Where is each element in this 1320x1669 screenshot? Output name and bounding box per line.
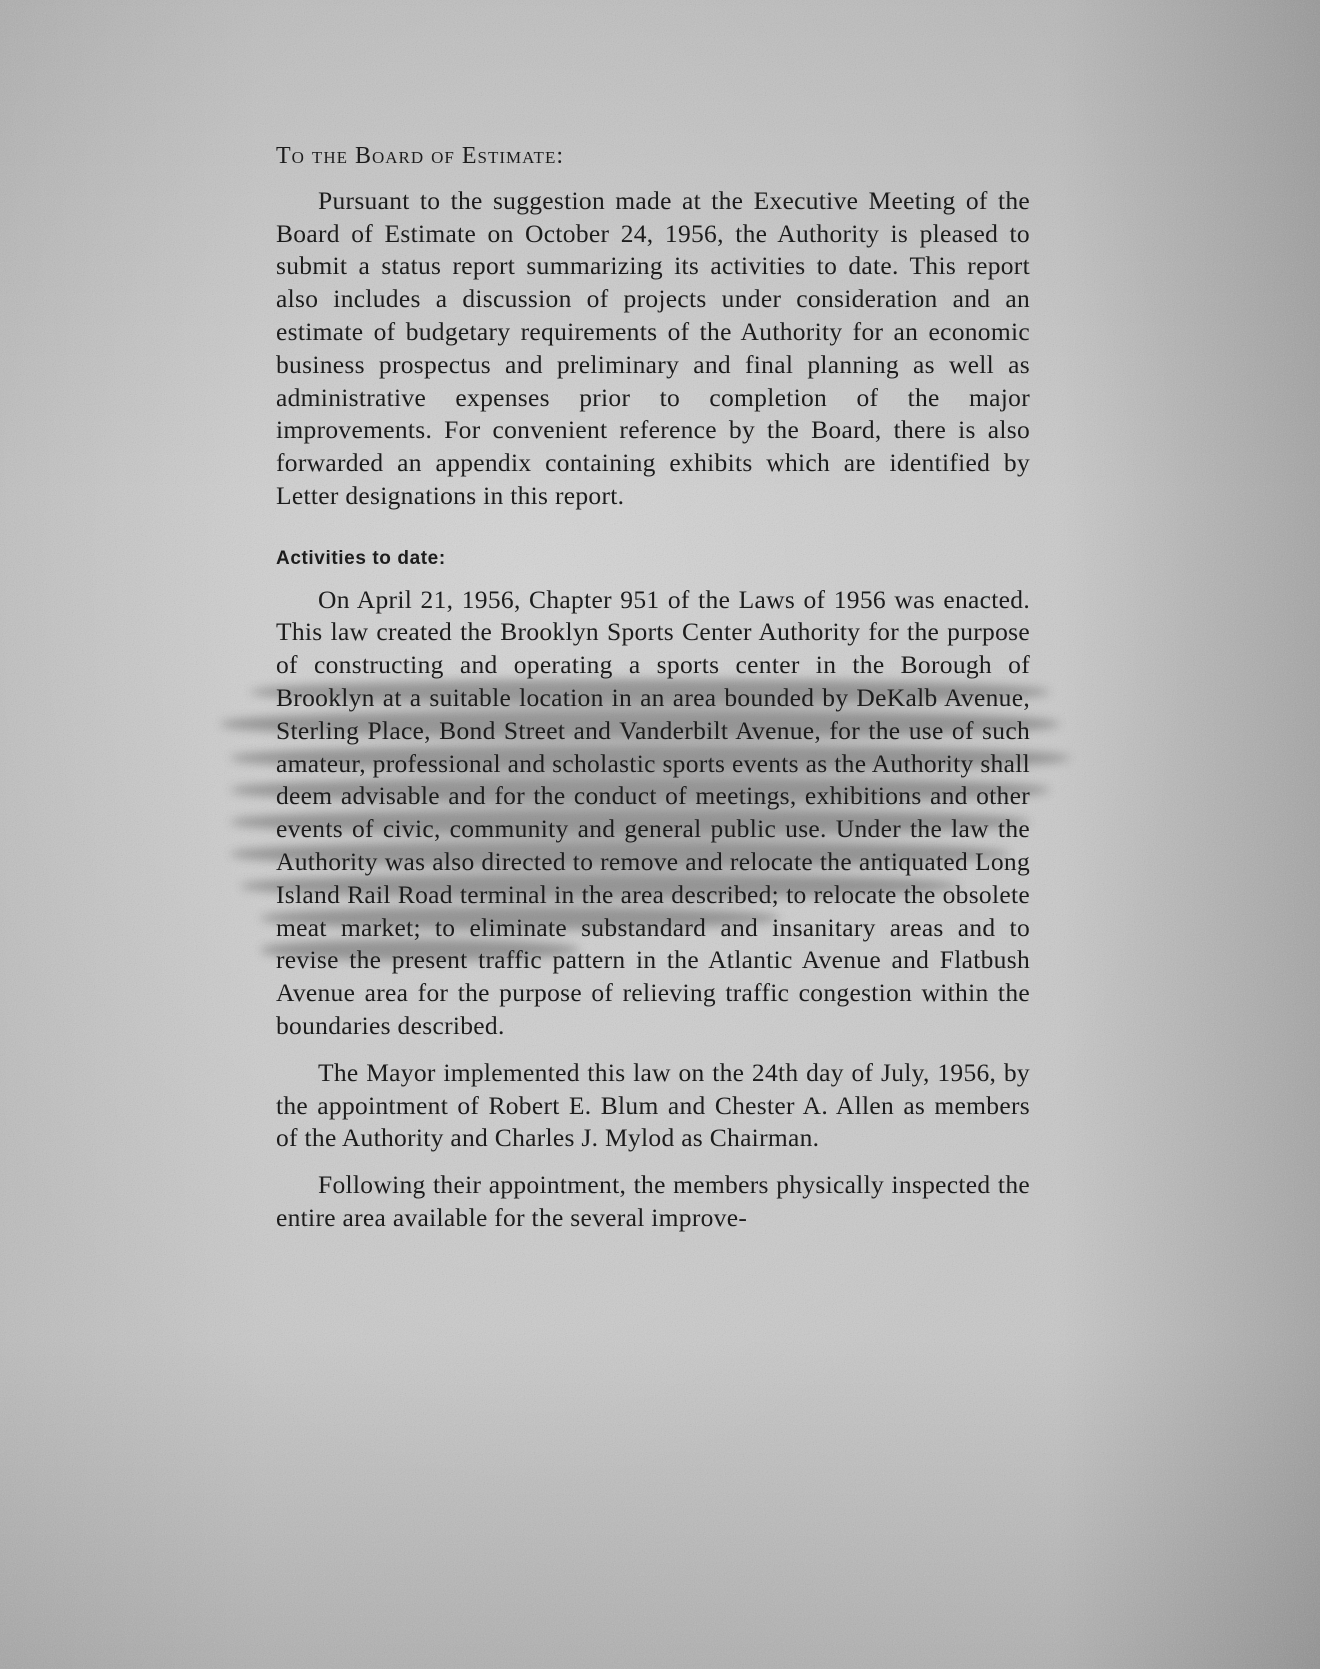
section-heading: Activities to date: <box>276 547 446 569</box>
paragraph-intro: Pursuant to the suggestion made at the Executive Meeting of the Board of Estimate on October 24, 1956, the Authority is pleased to submit a status report summarizing its activities to date. This report also includes a discussion of projects under consideration and an estimate of budgetary requirements of the Authority for an economic business prospectus and preliminary and final planning as well as administrative expenses prior to completion of the major improvements. For convenient reference by the Board, there is also forwarded an appendix containing exhibits which are identified by Letter designations in this report. <box>276 185 1030 510</box>
document-body <box>276 140 1030 1249</box>
paragraph-law-enacted: On April 21, 1956, Chapter 951 of the Laws of 1956 was enacted. This law created the Brooklyn Sports Center Authority for the purpose of constructing and operating a sports center in the Borough of Brooklyn at a suitable location in an area bounded by DeKalb Avenue, Sterling Place, Bond Street and Vanderbilt Avenue, for the use of such amateur, professional and scholastic sports events as the Authority shall deem advisable and for the conduct of meetings, exhibitions and other events of civic, community and general public use. Under the law the Authority was also directed to remove and relocate the antiquated Long Island Rail Road terminal in the area described; to relocate the obsolete meat market; to eliminate substandard and insanitary areas and to revise the present traffic pattern in the Atlantic Avenue and Flatbush Avenue area for the purpose of relieving traffic congestion within the boundaries described. <box>276 584 1030 1040</box>
salutation: To the Board of Estimate: <box>276 143 564 169</box>
paragraph-inspection: Following their appointment, the members physically inspected the entire area available for the several improve- <box>276 1170 1030 1232</box>
paragraph-mayor-appointment: The Mayor implemented this law on the 24th day of July, 1956, by the appointment of Robert E. Blum and Chester A. Allen as members of the Authority and Charles J. Mylod as Chairman. <box>276 1057 1030 1153</box>
